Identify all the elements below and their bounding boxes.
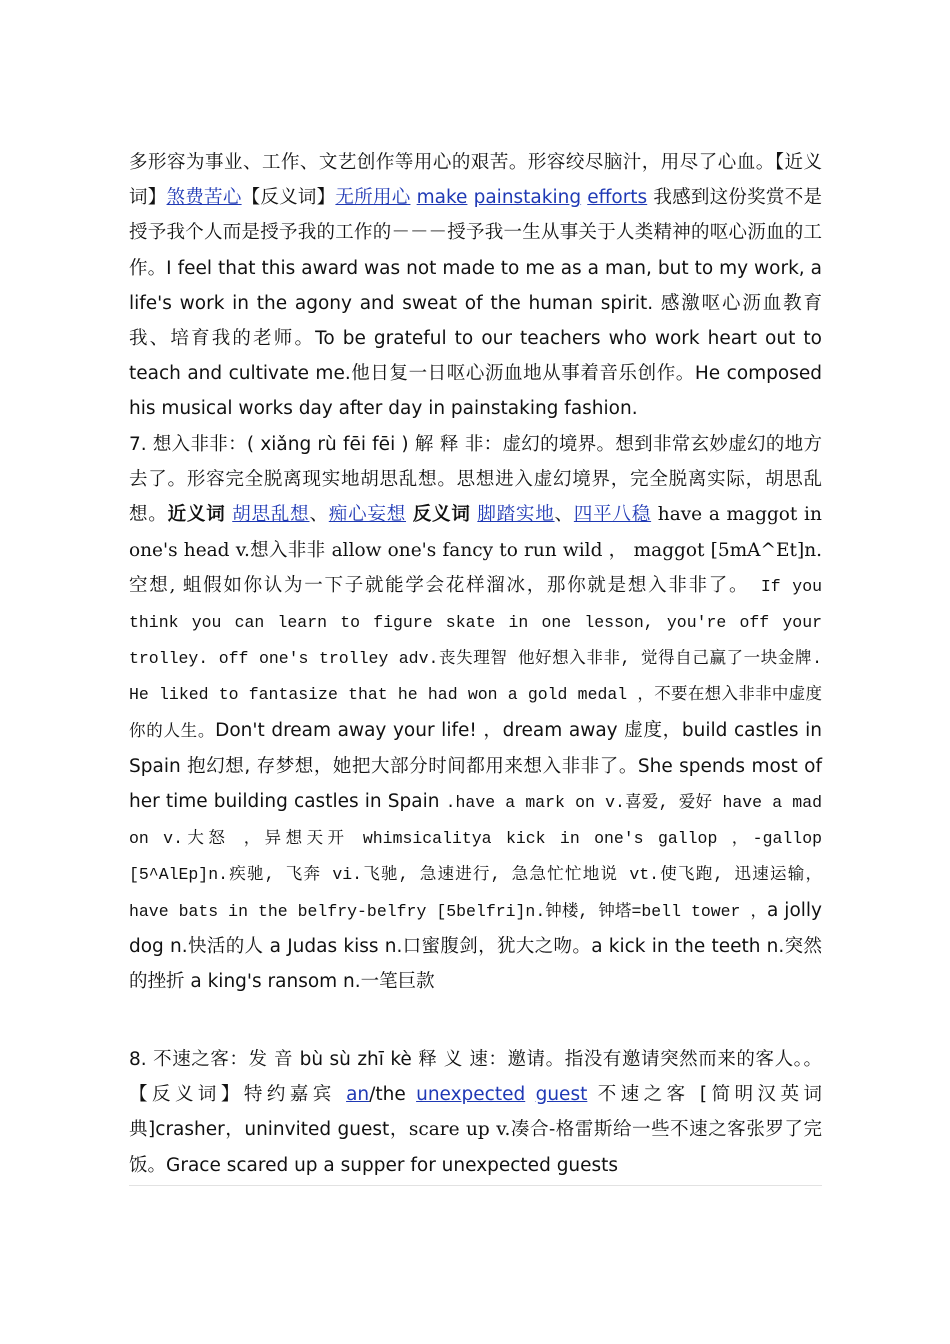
text-segment: 我感到这份奖赏不是授予我个人而是授予我的工作的－－－授予我一生从事关于人类精神的呕心沥血的工作。I feel that this award was not made to me as a man, but to my work, a life's work in the agony and sweat of the human spirit. 感激呕心沥血教育我、培育我的老师。To be grateful to our teachers who work heart out to teach and cultivate me.他日复一日呕心沥血地从事着音乐创作。He composed his musical works day after day in painstaking fashion.	[129, 187, 822, 420]
link-efforts[interactable]: efforts	[587, 187, 648, 209]
text-segment: a jolly dog n.快活的人 a Judas kiss n.口蜜腹剑，犹大之吻。a kick in the teeth n.突然的挫折 a king's ransom n.一笔巨款	[129, 899, 822, 993]
text-segment-mono: .have a mark on v.喜爱, 爱好 have a mad on v.大怒 ，异想天开 whimsicalitya kick in one's gallop ，-gallop [5^AlEp]n.疾驰, 飞奔 vi.飞驰, 急速进行, 急急忙忙地说 vt.使飞跑, 迅速运输，have bats in the belfry-belfry [5belfri]n.钟楼, 钟塔=bell tower ，	[129, 793, 823, 921]
link-antonym-2[interactable]: 四平八稳	[573, 504, 652, 526]
link-antonym-1[interactable]: 脚踏实地	[477, 504, 555, 526]
text-segment	[406, 504, 413, 525]
text-segment: 7. 想入非非：( xiǎng rù fēi fēi ) 解 释 非：虚幻的境界。想到非常玄妙虚幻的地方去了。形容完全脱离现实地胡思乱想。思想进入虚幻境界，完全脱离实际，胡思乱想。	[129, 434, 822, 526]
text-segment: 8. 不速之客：发 音 bù sù zhī kè 释 义 速：邀请。指没有邀请突然而来的客人。。【反义词】特约嘉宾	[129, 1049, 822, 1106]
link-make[interactable]: make	[416, 187, 468, 209]
link-an[interactable]: an	[346, 1084, 370, 1106]
antonym-heading: 反义词	[412, 504, 471, 526]
text-segment: 多形容为事业、工作、文艺创作等用心的艰苦。形容绞尽脑汁，用尽了心血。【近义词】	[129, 152, 822, 209]
text-segment: Don't dream away your life! ，dream away 虚度，build castles in Spain 抱幻想, 存梦想，她把大部分时间都用来想入非非了。She spends most of her time building castles in Spain	[129, 719, 823, 813]
text-segment-serif: have a maggot in one's head v.想入非非 allow one's fancy to run wild ， maggot [5mA^Et]n.空想, 蛆假如你认为一下子就能学会花样溜冰，那你就是想入非非了。	[129, 504, 822, 596]
link-guest[interactable]: guest	[535, 1084, 588, 1106]
text-segment-serif: scare up v.凑合-格雷斯给一些不速之客张罗了完饭。	[129, 1119, 822, 1176]
paragraph-daydream	[129, 427, 822, 999]
text-segment: /the	[369, 1084, 417, 1106]
synonym-heading: 近义词	[167, 504, 226, 526]
paragraph-painstaking	[129, 145, 822, 427]
text-segment: Grace scared up a supper for unexpected guests	[166, 1154, 619, 1176]
text-segment: 、	[309, 504, 329, 526]
link-painstaking[interactable]: painstaking	[473, 187, 582, 209]
link-synonym-2[interactable]: 痴心妄想	[328, 504, 407, 526]
text-segment	[525, 1084, 535, 1105]
link-synonym[interactable]: 煞费苦心	[166, 187, 242, 209]
link-synonym-1[interactable]: 胡思乱想	[232, 504, 310, 526]
link-unexpected[interactable]: unexpected	[416, 1084, 526, 1106]
paragraph-uninvited-guest	[129, 1042, 822, 1183]
section-divider	[129, 1185, 822, 1186]
text-segment-mono: If you think you can learn to figure skate in one lesson, you're off your trolley. off one's trolley adv.丧失理智 他好想入非非, 觉得自己赢了一块金牌. He liked to fantasize that he had won a gold medal ，不要在想入非非中虚度你的人生。	[129, 576, 823, 741]
link-antonym[interactable]: 无所用心	[335, 187, 411, 209]
text-segment: 不速之客 [简明汉英词典]crasher，uninvited guest，	[129, 1084, 822, 1141]
text-segment: 【反义词】	[241, 187, 336, 209]
text-segment: 、	[554, 504, 574, 526]
